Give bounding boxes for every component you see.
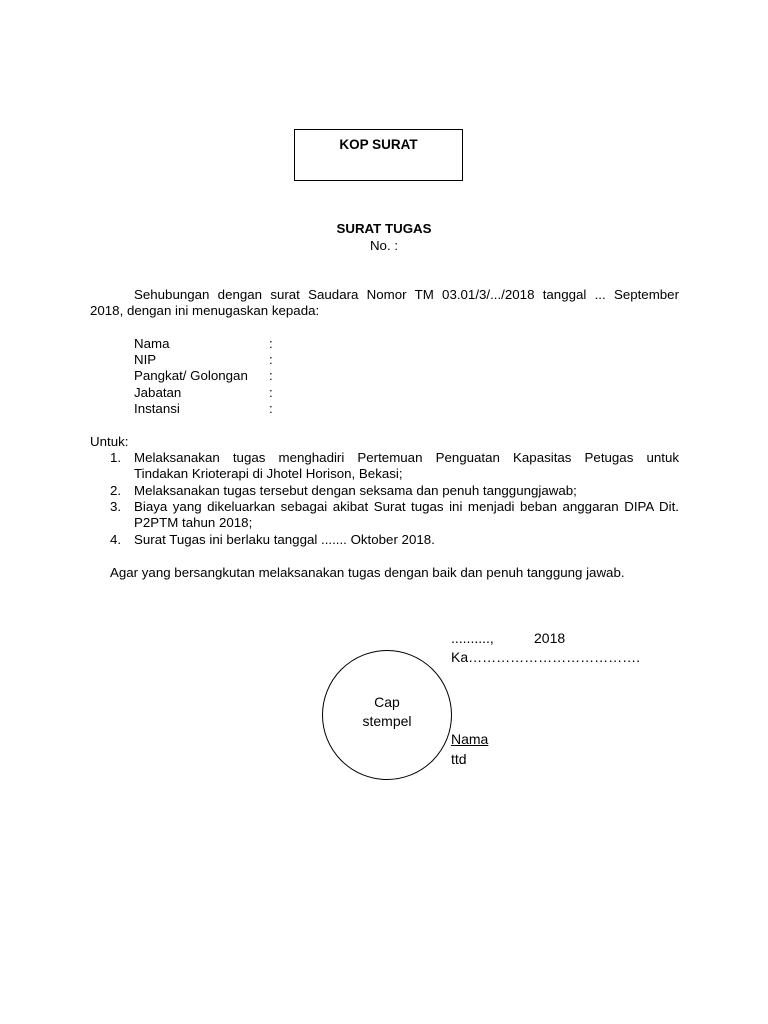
closing-sentence: Agar yang bersangkutan melaksanakan tugas dengan baik dan penuh tanggung jawab.: [110, 565, 625, 580]
signature-date-year: 2018: [534, 630, 566, 646]
field-label-pangkat: Pangkat/ Golongan: [134, 368, 248, 383]
list-item-text: Melaksanakan tugas tersebut dengan seksama dan penuh tanggungjawab;: [134, 483, 577, 498]
list-item-text: P2PTM tahun 2018;: [134, 515, 253, 530]
letter-number: No. :: [369, 238, 399, 253]
field-label-instansi: Instansi: [134, 401, 180, 416]
stamp-circle: [322, 650, 452, 780]
field-colon: :: [269, 336, 273, 351]
stamp-line-cap: Cap: [374, 694, 400, 710]
field-colon: :: [269, 352, 273, 367]
field-label-nama: Nama: [134, 336, 170, 351]
intro-line-2: 2018, dengan ini menugaskan kepada:: [90, 303, 320, 318]
list-item-text: Biaya yang dikeluarkan sebagai akibat Surat tugas ini menjadi beban anggaran DIPA Dit.: [134, 499, 679, 514]
field-colon: :: [269, 368, 273, 383]
list-item-text: Tindakan Krioterapi di Jhotel Horison, Bekasi;: [134, 466, 403, 481]
letter-title: SURAT TUGAS: [336, 221, 432, 236]
stamp-text: [323, 693, 451, 731]
list-number: 4.: [110, 532, 122, 547]
signer-name: Nama: [451, 731, 489, 747]
untuk-label: Untuk:: [90, 434, 129, 449]
stamp-line-stempel: stempel: [362, 713, 412, 729]
signature-date-prefix: ..........,: [451, 630, 494, 646]
signature-position: Ka……………………………….: [451, 649, 641, 665]
field-colon: :: [269, 385, 273, 400]
list-item-text: Melaksanakan tugas menghadiri Pertemuan Penguatan Kapasitas Petugas untuk: [134, 450, 679, 465]
list-number: 3.: [110, 499, 122, 514]
list-number: 1.: [110, 450, 122, 465]
field-label-nip: NIP: [134, 352, 157, 367]
letterhead-label: KOP SURAT: [339, 137, 418, 152]
letterhead-box: [294, 129, 463, 181]
intro-line-1: Sehubungan dengan surat Saudara Nomor TM 03.01/3/.../2018 tanggal ... September: [134, 287, 679, 302]
list-item-text: Surat Tugas ini berlaku tanggal ....... Oktober 2018.: [134, 532, 435, 547]
list-number: 2.: [110, 483, 122, 498]
field-colon: :: [269, 401, 273, 416]
signer-sign: ttd: [451, 751, 467, 767]
field-label-jabatan: Jabatan: [134, 385, 182, 400]
